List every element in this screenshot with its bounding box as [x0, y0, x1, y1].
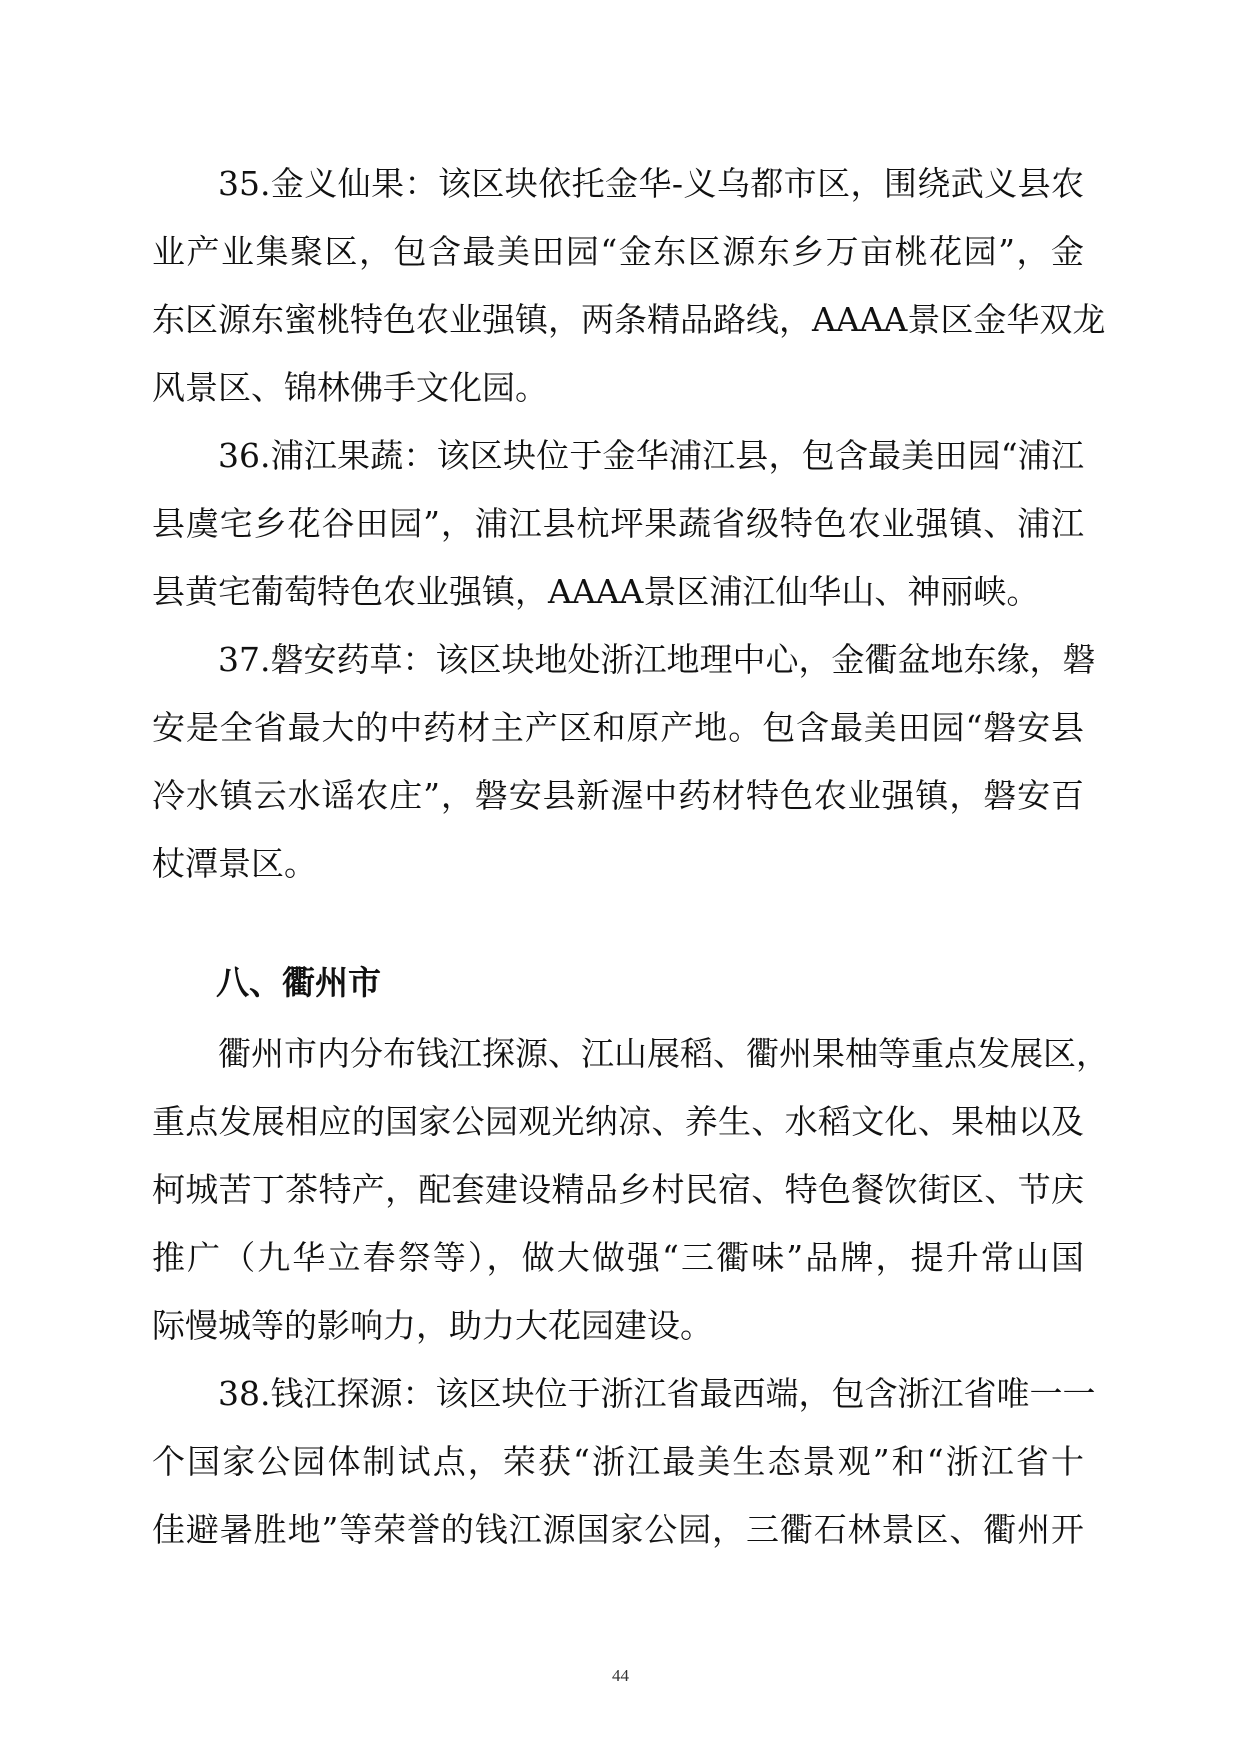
paragraph-line: 推广（九华立春祭等），做大做强“三衢味”品牌，提升常山国: [152, 1238, 1084, 1277]
paragraph-37: [152, 626, 1096, 898]
paragraph-line: 际慢城等的影响力，助力大花园建设。: [152, 1306, 713, 1345]
paragraph-36: [152, 422, 1084, 626]
paragraph-line: 杖潭景区。: [152, 844, 317, 883]
paragraph-line: 县虞宅乡花谷田园”，浦江县杭坪果蔬省级特色农业强镇、浦江: [152, 504, 1084, 543]
paragraph-quzhou-intro: [152, 1020, 1109, 1360]
paragraph-line: 柯城苦丁茶特产，配套建设精品乡村民宿、特色餐饮街区、节庆: [152, 1170, 1084, 1209]
paragraph-line: 东区源东蜜桃特色农业强镇，两条精品路线，AAAA景区金华双龙: [152, 300, 1106, 339]
paragraph-line: 重点发展相应的国家公园观光纳凉、养生、水稻文化、果柚以及: [152, 1102, 1084, 1141]
paragraph-line: 业产业集聚区，包含最美田园“金东区源东乡万亩桃花园”，金: [152, 232, 1084, 271]
paragraph-line: 风景区、锦林佛手文化园。: [152, 368, 548, 407]
paragraph-line: 安是全省最大的中药材主产区和原产地。包含最美田园“磐安县: [152, 708, 1084, 747]
paragraph-line: 37.磐安药草：该区块地处浙江地理中心，金衢盆地东缘，磐: [218, 640, 1096, 679]
paragraph-line: 衢州市内分布钱江探源、江山展稻、衢州果柚等重点发展区，: [218, 1034, 1109, 1073]
paragraph-35: [152, 150, 1106, 422]
paragraph-line: 县黄宅葡萄特色农业强镇，AAAA景区浦江仙华山、神丽峡。: [152, 572, 1040, 611]
paragraph-line: 36.浦江果蔬：该区块位于金华浦江县，包含最美田园“浦江: [218, 436, 1084, 475]
paragraph-line: 38.钱江探源：该区块位于浙江省最西端，包含浙江省唯一一: [218, 1374, 1096, 1413]
page-number: 44: [612, 1666, 629, 1685]
paragraph-38: [152, 1360, 1096, 1564]
paragraph-line: 佳避暑胜地”等荣誉的钱江源国家公园，三衢石林景区、衢州开: [152, 1510, 1084, 1549]
section-heading: 八、衢州市: [216, 963, 381, 1002]
paragraph-line: 35.金义仙果：该区块依托金华-义乌都市区，围绕武义县农: [218, 164, 1084, 203]
paragraph-line: 个国家公园体制试点，荣获“浙江最美生态景观”和“浙江省十: [152, 1442, 1084, 1481]
paragraph-line: 冷水镇云水谣农庄”，磐安县新渥中药材特色农业强镇，磐安百: [152, 776, 1084, 815]
